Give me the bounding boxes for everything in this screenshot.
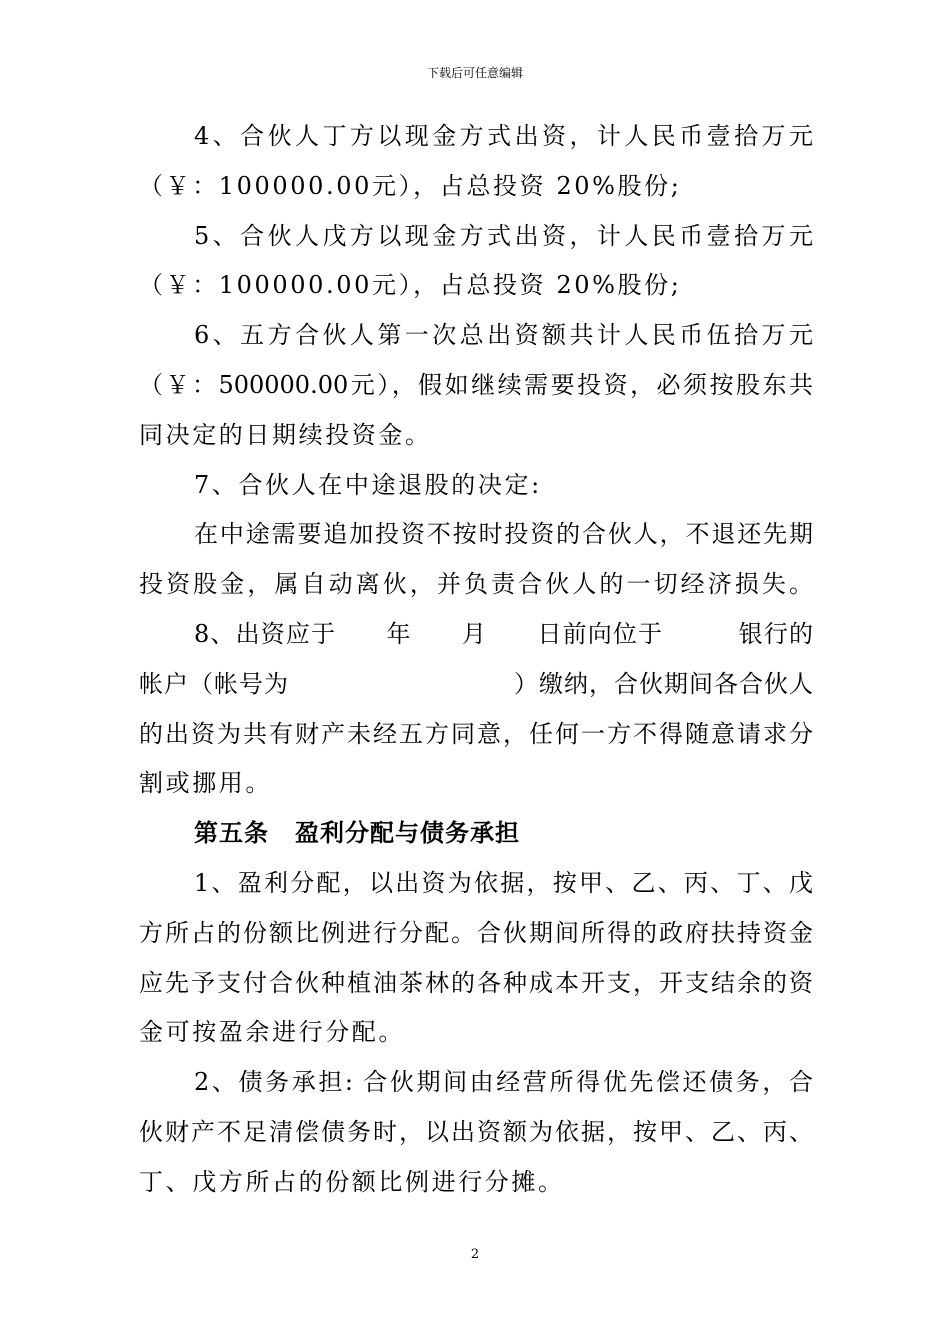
section-number: 第五条 xyxy=(194,819,269,848)
clause-8-line-4: 割或挪用。 xyxy=(139,769,272,798)
debt-line-2: 伙财产不足清偿债务时，以出资额为依据，按甲、乙、丙、 xyxy=(139,1117,813,1146)
profit-line-4: 金可按盈余进行分配。 xyxy=(139,1018,405,1047)
clause-7-line-3: 投资股金，属自动离伙，并负责合伙人的一切经济损失。 xyxy=(139,570,813,599)
clause-7-line-2: 在中途需要追加投资不按时投资的合伙人，不退还先期 xyxy=(194,520,813,549)
profit-line-3: 应先予支付合伙种植油茶林的各种成本开支，开支结余的资 xyxy=(139,968,813,997)
clause-5-line-1: 5、合伙人戊方以现金方式出资，计人民币壹拾万元 xyxy=(194,221,813,250)
debt-line-1: 2、债务承担: 合伙期间由经营所得优先偿还债务，合 xyxy=(194,1068,813,1097)
profit-line-2: 方所占的份额比例进行分配。合伙期间所得的政府扶持资金 xyxy=(139,918,813,947)
page-number: 2 xyxy=(470,1247,480,1262)
clause-7-line-1: 7、合伙人在中途退股的决定: xyxy=(194,470,542,499)
profit-line-1: 1、盈利分配，以出资为依据，按甲、乙、丙、丁、戊 xyxy=(194,868,813,897)
clause-4-line-2: （￥：100000.00元），占总投资 20%股份; xyxy=(139,171,682,200)
clause-5-line-2: （￥：100000.00元），占总投资 20%股份; xyxy=(139,271,682,300)
clause-6-line-3: 同决定的日期续投资金。 xyxy=(139,420,432,449)
debt-line-3: 丁、戊方所占的份额比例进行分摊。 xyxy=(139,1167,565,1196)
page-header-note: 下载后可任意编辑 xyxy=(426,66,523,80)
section-heading xyxy=(139,809,813,859)
section-title: 盈利分配与债务承担 xyxy=(295,819,520,848)
document-body xyxy=(139,112,813,1208)
clause-4-line-1: 4、合伙人丁方以现金方式出资，计人民币壹拾万元 xyxy=(194,122,813,150)
clause-8-line-2: 帐户（帐号为 ）缴纳，合伙期间各合伙人 xyxy=(139,669,813,698)
clause-6-line-2: （￥：500000.00元），假如继续需要投资，必须按股东共 xyxy=(139,370,813,399)
clause-6-line-1: 6、五方合伙人第一次总出资额共计人民币伍拾万元 xyxy=(194,321,813,350)
clause-8-line-3: 的出资为共有财产未经五方同意，任何一方不得随意请求分 xyxy=(139,719,813,748)
clause-8-line-1: 8、出资应于 年 月 日前向位于 银行的 xyxy=(194,619,813,648)
